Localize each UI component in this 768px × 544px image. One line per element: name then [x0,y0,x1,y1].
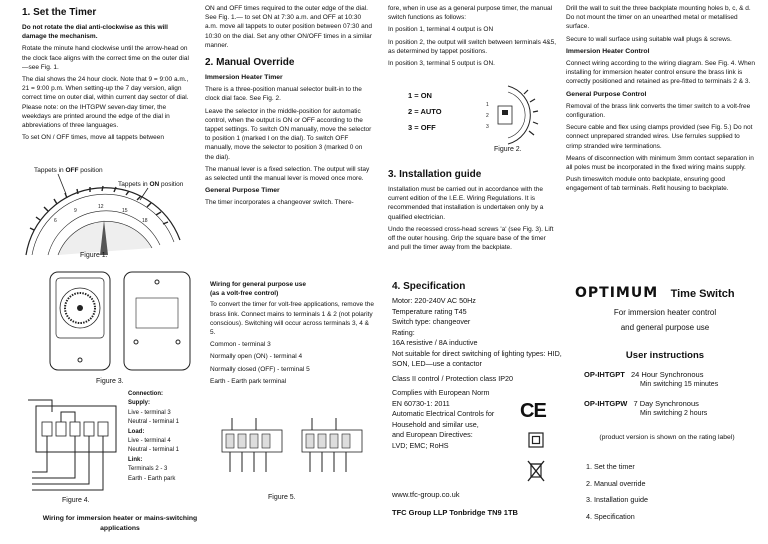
earth-terminal: Earth - Earth park [128,475,176,482]
immersion-control-subheading: Immersion Heater Control [566,47,650,55]
ce-mark: CE [520,400,546,422]
toc-item: 3. Installation guide [586,495,648,504]
spec-class: Class II control / Protection class IP20 [392,373,514,383]
spec-complies-l2: EN 60730-1: 2011 [392,398,450,408]
specification-section [392,280,562,451]
column-3-install [388,168,556,255]
normally-open-terminal: Normally open (ON) - terminal 4 [210,353,303,361]
brand-logo: OPTIMUM [575,285,659,301]
paragraph: Drill the wall to suit the three backplate mounting holes b, c, & d. Do not mount the timer on an unearthed metal or metallised surface. [566,5,751,31]
model-1-min: Min switching 15 minutes [640,381,719,388]
off-word: OFF [65,167,79,174]
spec-complies-l6: LVD; EMC; RoHS [392,440,449,450]
product-name: Time Switch [670,288,735,300]
earth-terminal: Earth - Earth park terminal [210,377,287,385]
supply-title: Supply: [128,400,150,407]
tagline-1: For immersion heater control [613,308,717,317]
figure-4-caption: Figure 4. [62,497,90,504]
paragraph: fore, when in use as a general purpose timer, the manual switch functions as follows: [388,5,553,22]
class-ii-icon [528,432,544,448]
table-of-contents [586,459,648,525]
website-link[interactable]: www.tfc-group.co.uk [392,490,460,499]
product-version-note: (product version is shown on the rating label) [599,434,735,441]
selector-on: 1 = ON [408,91,432,100]
paragraph: Means of disconnection with minimum 3mm contact separation in all poles must be incorporated in the fixed wiring mains supply. [566,154,754,172]
spec-not-suitable: Not suitable for direct switching of lighting types: HID, SON, LED—use a contactor [392,348,562,368]
model-2-code: OP-IHTGPW [584,399,628,408]
figure-3-housing [40,268,200,378]
section-2-heading: 2. Manual Override [205,57,295,69]
load-live: Live - terminal 4 [128,438,171,445]
section-1-heading: 1. Set the Timer [22,7,97,18]
tagline-2: and general purpose use [620,323,710,332]
general-control-subheading: General Purpose Control [566,90,647,98]
wiring-general-purpose [210,280,376,389]
svg-text:18: 18 [142,218,148,224]
common-terminal: Common - terminal 3 [210,341,271,349]
paragraph: To set ON / OFF times, move all tappets between [22,134,164,142]
selector-legend [408,88,442,136]
figure-3-caption: Figure 3. [96,378,124,385]
svg-text:1: 1 [486,102,489,108]
svg-text:12: 12 [98,204,104,210]
position-3-text: In position 3, terminal 5 output is ON. [388,60,495,68]
figure-1-caption: Figure 1. [80,252,108,259]
figure-2-selector [478,84,548,146]
toc-item: 2. Manual override [586,478,646,488]
company-address: TFC Group LLP Tonbridge TN9 1TB [392,508,518,517]
paragraph: Removal of the brass link converts the timer switch to a volt-free configuration. [566,102,751,120]
svg-text:9: 9 [74,208,77,214]
column-3 [388,4,556,71]
paragraph: Secure cable and flex using clamps provided (see Fig. 5.) Do not connect unprepared stranded wires. Use ferrules supplied to crimp stranded wire terminations. [566,124,753,150]
selector-off: 3 = OFF [408,123,436,132]
link-terminals: Terminals 2 - 3 [128,466,168,473]
figure-4-title: Wiring for immersion heater or mains-switching applications [42,515,198,532]
wiring-subtitle: (as a volt-free control) [210,290,279,298]
figure-5-caption: Figure 5. [268,494,296,501]
paragraph: The dial shows the 24 hour clock. Note that 9 = 9:00 a.m., 21 = 9:00 p.m. When setting-up the 7 day version, align correct time on outer dial, within current day sector of dial. Please note: on the IHTGPW seven-day timer, the weekdays are printed around the edge of the dial in abbreviations of three languages. [22,76,189,130]
figure-5-terminals [212,410,372,490]
paragraph: ON and OFF times required to the outer edge of the dial. See Fig. 1.— to set ON at 7:30 a.m. and OFF at 10:30 a.m. move all tappets to outer position between 07:30 and 10:30 on the dial. Set any other ON/OFF times in a similar manner. [205,5,372,49]
paragraph: Push timeswitch module onto backplate, ensuring good engagement of tab terminals. Refit housing to backplate. [566,176,729,193]
column-4 [566,4,756,197]
paragraph: The timer incorporates a changeover switch. There- [205,199,354,207]
normally-closed-terminal: Normally closed (OFF) - terminal 5 [210,365,310,373]
spec-motor: Motor: 220-240V AC 50Hz [392,296,476,305]
connection-legend [128,390,198,484]
paragraph: Leave the selector in the middle-position for automatic control, when the output is ON or OFF according to the tappet settings. To switch ON manually, move the selector to position 1 (marked I on the dial). To switch OFF manually, move the selector to position 3 (marked 0 on the dial). [205,107,372,161]
connection-title: Connection: [128,391,163,397]
section-4-heading: 4. Specification [392,281,466,292]
immersion-heater-subheading: Immersion Heater Timer [205,74,283,82]
cover-brand-row [575,284,755,302]
spec-complies-l3: Automatic Electrical Controls for [392,409,495,418]
model-2-min: Min switching 2 hours [640,410,708,417]
paragraph: Secure to wall surface using suitable wall plugs & screws. [566,35,732,43]
model-1-code: OP-IHTGPT [584,370,625,379]
position-2-text: In position 2, the output will switch between terminals 4&5, as determined by tappet positions. [388,38,557,55]
on-word: ON [149,181,160,188]
figure-2-caption: Figure 2. [494,146,522,153]
general-purpose-subheading: General Purpose Timer [205,187,280,195]
paragraph: Undo the recessed cross-head screws 'a' (see Fig. 3). Lift off the outer housing. Grip the square base of the timer and pull the timer away from the backplate. [388,225,554,252]
column-2 [205,4,373,211]
svg-text:15: 15 [122,208,128,214]
supply-neutral: Neutral - terminal 1 [128,419,180,426]
svg-text:6: 6 [54,218,57,224]
spec-rating-value: 16A resistive / 8A inductive [392,338,478,347]
label-text: Tappets in [118,181,150,188]
model-1-desc: 24 Hour Synchronous [630,370,704,379]
label-text: position [78,167,103,174]
label-text: position [159,181,184,188]
svg-text:3: 3 [486,124,489,130]
model-1 [584,370,703,381]
svg-text:2: 2 [486,113,489,119]
toc-item: 1. Set the timer [586,462,635,471]
paragraph: There is a three-position manual selector built-in to the clock dial face. See Fig. 2. [205,86,362,103]
paragraph: Connect wiring according to the wiring diagram. See Fig. 4. When installing for immersion heater control ensure the brass link is correctly positioned and retained as pre-fitted to terminals 2 & 3. [566,60,755,86]
spec-complies-l4: Household and similar use, [392,419,479,429]
spec-complies-l5: and European Directives: [392,430,473,439]
supply-live: Live - terminal 3 [128,409,171,416]
column-1 [22,6,190,145]
section-3-heading: 3. Installation guide [388,169,482,180]
load-title: Load: [128,428,145,435]
spec-temp: Temperature rating T45 [392,306,467,316]
label-text: Tappets in [34,167,66,174]
position-1-text: In position 1, terminal 4 output is ON [388,26,494,34]
spec-rating: Rating: [392,327,415,337]
figure-4-wiring [22,392,122,502]
weee-bin-icon [527,460,545,482]
figure-1-dial [18,170,188,260]
user-instructions-title: User instructions [625,350,705,361]
wiring-title: Wiring for general purpose use [210,281,307,288]
spec-switch: Switch type: changeover [392,317,471,326]
spec-complies-l1: Complies with European Norm [392,388,490,397]
model-2-desc: 7 Day Synchronous [633,399,699,408]
model-2 [584,399,699,410]
paragraph: Rotate the minute hand clockwise until the arrow-head on the clock face aligns with the correct time on the outer dial—see Fig. 1. [22,45,189,71]
selector-auto: 2 = AUTO [408,107,442,116]
warning-text: Do not rotate the dial anti-clockwise as this will damage the mechanism. [22,24,168,41]
load-neutral: Neutral - terminal 1 [128,447,180,454]
paragraph: The manual lever is a fixed selection. The output will stay as selected until the manual lever is moved once more. [205,165,370,183]
paragraph: Installation must be carried out in accordance with the current edition of the I.E.E. Wiring Regulations. It is recommended that installation is undertaken only by a qualified electrician. [388,186,544,221]
paragraph: To convert the timer for volt-free applications, remove the brass link. Connect mains to terminals 1 & 2 (not polarity conscious). Switching will occur across terminals 3, 4 & 5. [210,301,375,337]
toc-item: 4. Specification [586,511,635,521]
link-title: Link: [128,456,143,463]
